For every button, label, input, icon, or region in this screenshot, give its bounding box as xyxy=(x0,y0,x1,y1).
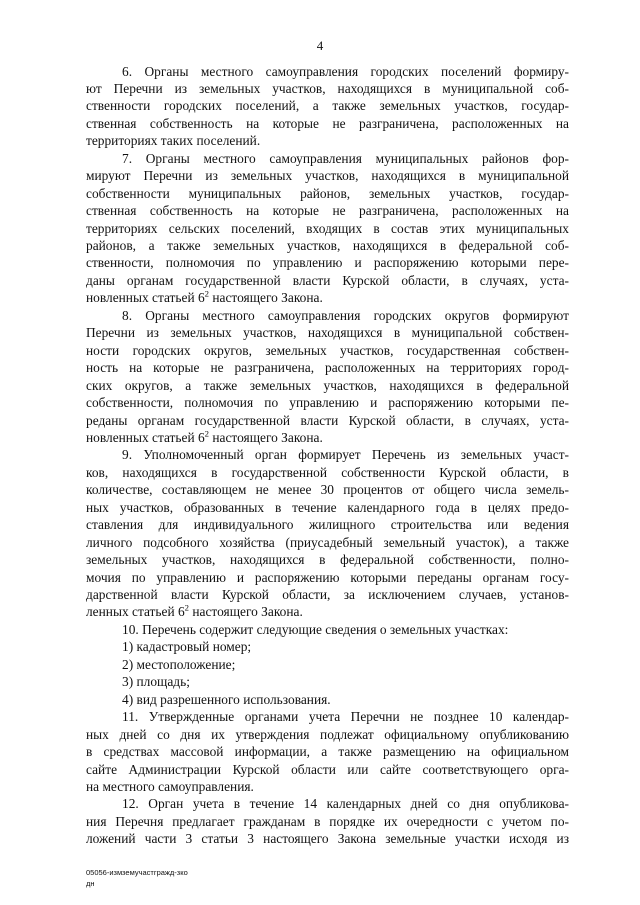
text-line xyxy=(122,691,569,708)
text-line xyxy=(86,499,569,516)
text-line xyxy=(86,377,569,394)
text-line xyxy=(86,778,569,795)
text-line xyxy=(86,167,569,184)
line-text: ных участков, образованных в течение календарного года в целях предо- xyxy=(86,499,569,515)
text-line xyxy=(86,324,569,341)
text-line xyxy=(86,115,569,132)
line-text: территориях таких поселений. xyxy=(86,133,261,149)
page-number: 4 xyxy=(316,38,324,53)
line-tail: настоящего Закона. xyxy=(209,290,323,306)
text-line xyxy=(86,516,569,533)
line-text: 6. Органы местного самоуправления городских поселений формиру- xyxy=(122,63,569,79)
text-line xyxy=(122,307,569,324)
text-line xyxy=(122,795,569,812)
text-line xyxy=(86,202,569,219)
text-line xyxy=(86,412,569,429)
line-text: сайте Администрации Курской области или сайте соответствующего орга- xyxy=(86,761,569,777)
text-line xyxy=(86,237,569,254)
text-line xyxy=(86,830,569,847)
line-text: на местного самоуправления. xyxy=(86,778,254,794)
line-text: в средствах массовой информации, а также размещению на официальном xyxy=(86,744,569,760)
superscript: 2 xyxy=(204,428,210,439)
text-line xyxy=(86,761,569,778)
line-text: личного подсобного хозяйства (приусадебный земельный участок), а также xyxy=(86,534,569,550)
text-line xyxy=(86,813,569,830)
text-line xyxy=(86,80,569,97)
text-line xyxy=(86,569,569,586)
text-line xyxy=(86,254,569,271)
text-line xyxy=(86,481,569,498)
line-text: ских округов, а также земельных участков, находящихся в федеральной xyxy=(86,377,569,393)
line-text: новленных статьей 6 xyxy=(86,429,205,445)
text-line xyxy=(86,726,569,743)
footer-document-code: 05056-измземучастгражд-зко xyxy=(86,868,188,877)
line-text: даны органам государственной власти Курской области, в случаях, уста- xyxy=(86,272,569,288)
text-line xyxy=(86,551,569,568)
line-text: ственная собственность на которые не разграничена, расположенных на xyxy=(86,203,569,219)
text-line xyxy=(86,289,569,306)
text-line xyxy=(86,464,569,481)
text-line xyxy=(86,429,569,446)
line-tail: настоящего Закона. xyxy=(209,429,323,445)
line-text: ют Перечни из земельных участков, находящихся в муниципальной соб- xyxy=(86,80,569,96)
text-line xyxy=(122,150,569,167)
line-text: 12. Орган учета в течение 14 календарных дней со дня опубликова- xyxy=(122,796,569,812)
line-text: мочия по управлению и распоряжению которыми переданы органам госу- xyxy=(86,569,569,585)
line-text: 9. Уполномоченный орган формирует Перечень из земельных участ- xyxy=(122,447,569,463)
text-line xyxy=(86,359,569,376)
text-line xyxy=(86,132,569,149)
line-text: количестве, составляющем не менее 30 процентов от общего числа земель- xyxy=(86,482,569,498)
text-line xyxy=(86,220,569,237)
text-line xyxy=(86,185,569,202)
footer-suffix: дн xyxy=(86,879,95,888)
text-line xyxy=(86,603,569,620)
line-text: дарственной власти Курской области, за исключением случаев, установ- xyxy=(86,587,569,602)
line-text: 3) площадь; xyxy=(122,674,190,690)
line-text: ков, находящихся в государственной собственности Курской области, в xyxy=(86,464,569,480)
line-text: новленных статьей 6 xyxy=(86,290,205,306)
text-line xyxy=(86,97,569,114)
line-text: 11. Утвержденные органами учета Перечни не позднее 10 календар- xyxy=(122,709,569,725)
line-text: ности городских округов, земельных участков, государственная собствен- xyxy=(86,342,569,358)
text-line xyxy=(122,621,569,638)
text-line xyxy=(86,272,569,289)
text-line xyxy=(86,394,569,411)
line-text: 1) кадастровый номер; xyxy=(122,639,252,655)
line-text: территориях сельских поселений, входящих в состав этих муниципальных xyxy=(86,220,569,236)
line-text: ложений части 3 статьи 3 настоящего Закона земельные участки исходя из xyxy=(86,831,569,847)
line-text: ственности, полномочия по управлению и распоряжению которыми пере- xyxy=(86,255,569,271)
text-line xyxy=(122,656,569,673)
line-text: 2) местоположение; xyxy=(122,656,236,672)
line-text: Перечни из земельных участков, находящихся в муниципальной собствен- xyxy=(86,325,569,341)
text-line xyxy=(122,446,569,463)
text-line xyxy=(86,534,569,551)
line-text: ставления для индивидуального жилищного строительства или ведения xyxy=(86,517,569,533)
text-line xyxy=(122,63,569,80)
text-line xyxy=(122,708,569,725)
line-text: 4) вид разрешенного использования. xyxy=(122,691,331,707)
line-text: ных дней со дня их утверждения подлежат официальному опубликованию xyxy=(86,726,569,742)
line-text: земельных участков, находящихся в федеральной собственности, полно- xyxy=(86,552,569,568)
line-text: собственности муниципальных районов, земельных участков, государ- xyxy=(86,185,569,201)
line-text: районов, а также земельных участков, находящихся в федеральной соб- xyxy=(86,238,569,253)
line-text: ственности городских поселений, а также земельных участков, государ- xyxy=(86,98,569,114)
line-text: 10. Перечень содержит следующие сведения о земельных участках: xyxy=(122,621,509,637)
line-text: собственности, полномочия по управлению и распоряжению которыми пе- xyxy=(86,395,569,411)
text-line xyxy=(122,673,569,690)
line-text: 8. Органы местного самоуправления городских округов формируют xyxy=(122,307,569,323)
line-text: ленных статьей 6 xyxy=(86,604,185,620)
line-text: 7. Органы местного самоуправления муниципальных районов фор- xyxy=(122,150,569,166)
line-text: реданы органам государственной власти Курской области, в случаях, уста- xyxy=(86,412,569,428)
line-text: мируют Перечни из земельных участков, находящихся в муниципальной xyxy=(86,168,569,184)
text-line xyxy=(86,342,569,359)
line-tail: настоящего Закона. xyxy=(189,604,303,620)
line-text: ния Перечня предлагает гражданам в порядке их очередности с учетом по- xyxy=(86,813,569,829)
line-text: ственная собственность на которые не разграничена, расположенных на xyxy=(86,115,569,131)
text-line xyxy=(122,638,569,655)
text-line xyxy=(86,586,569,603)
line-text: ность на которые не разграничена, расположенных на территориях город- xyxy=(86,360,569,376)
superscript: 2 xyxy=(204,289,210,299)
text-line xyxy=(86,743,569,760)
superscript: 2 xyxy=(184,603,190,613)
